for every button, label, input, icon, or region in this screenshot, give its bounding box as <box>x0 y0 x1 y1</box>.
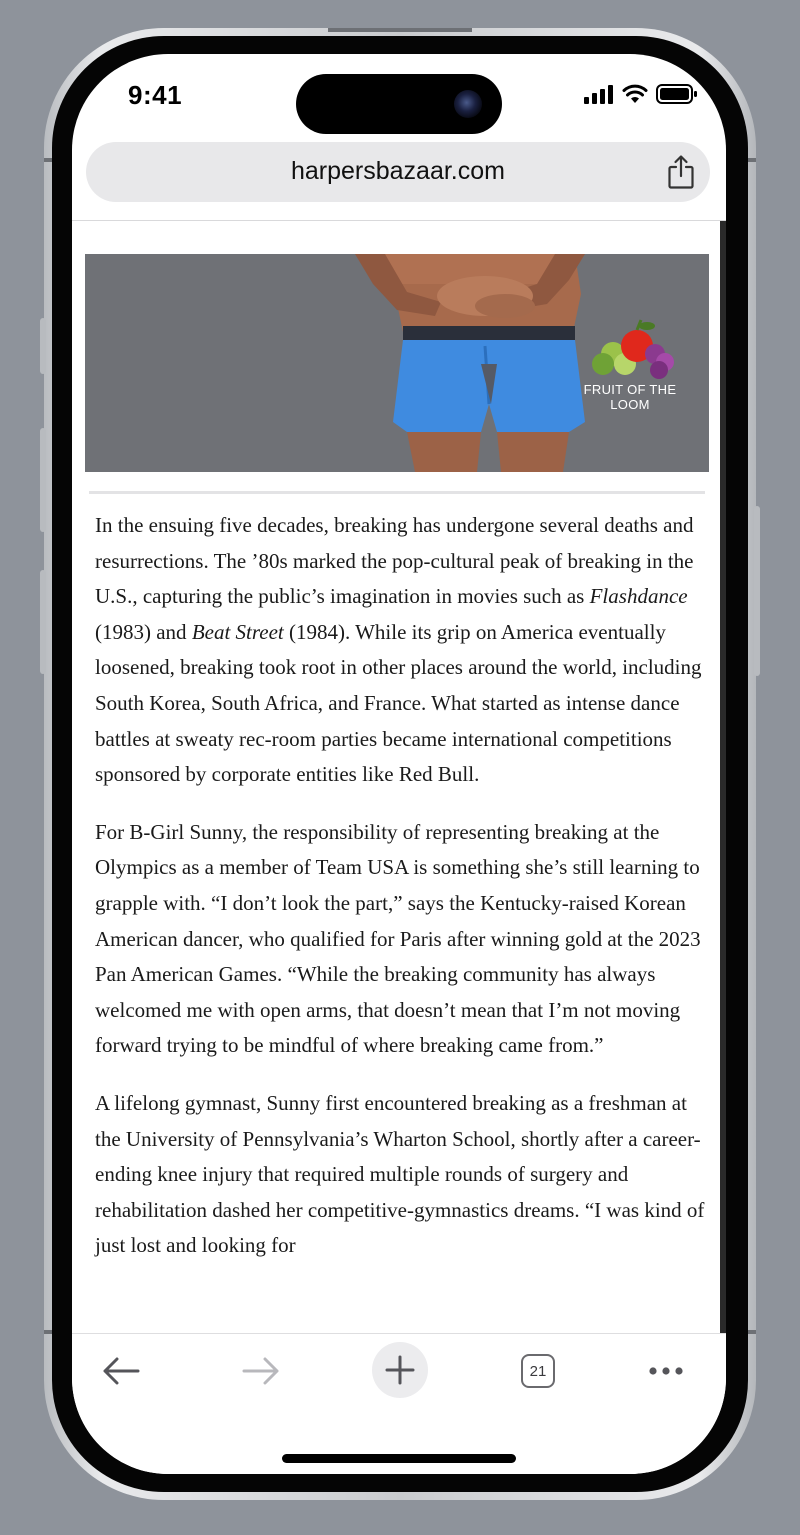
url-divider <box>72 220 726 221</box>
antenna-band <box>44 158 52 162</box>
article-body <box>95 508 707 1286</box>
ad-model-image <box>85 254 709 472</box>
back-arrow-icon <box>102 1357 140 1385</box>
new-tab-button[interactable] <box>372 1342 428 1398</box>
content-divider <box>89 491 705 494</box>
power-button <box>754 506 760 676</box>
status-time: 9:41 <box>128 80 183 110</box>
status-icons <box>584 84 698 104</box>
ad-brand-text: FRUIT OF THE LOOM <box>583 382 677 412</box>
plus-icon <box>385 1355 415 1385</box>
fruit-of-the-loom-logo <box>592 320 674 379</box>
share-icon[interactable] <box>666 154 696 190</box>
wifi-icon <box>622 84 648 104</box>
tab-count: 21 <box>521 1354 555 1388</box>
scroll-edge <box>720 221 726 1333</box>
forward-arrow-icon <box>242 1357 280 1385</box>
antenna-band <box>748 1330 756 1334</box>
signal-icon <box>584 84 614 104</box>
article-paragraph: A lifelong gymnast, Sunny first encountered breaking as a freshman at the University of Pennsylvania’s Wharton School, shortly after a career-ending knee injury that required multiple rounds of surgery and rehabilitation dashed her competitive-gymnastics dreams. “I was kind of just lost and looking for <box>95 1090 705 1258</box>
more-icon <box>648 1366 684 1376</box>
volume-down-button <box>40 570 46 674</box>
phone-screen <box>72 54 726 1474</box>
ad-banner[interactable] <box>85 254 709 472</box>
home-indicator[interactable] <box>282 1454 516 1463</box>
article-paragraph: In the ensuing five decades, breaking has undergone several deaths and resurrections. The ’80s marked the pop-cultural peak of breaking in the U.S., capturing the public’s imagination in movies such as Flashdance (1983) and Beat Street (1984). While its grip on America eventually loosened, breaking took root in other places around the world, including South Korea, South Africa, and France. What started as intense dance battles at sweaty rec-room parties became international competitions sponsored by corporate entities like Red Bull. <box>95 513 702 787</box>
film-title: Beat Street <box>191 619 284 644</box>
browser-toolbar <box>72 1333 726 1474</box>
more-menu-button[interactable] <box>644 1348 688 1394</box>
antenna-band <box>44 1330 52 1334</box>
antenna-band <box>748 158 756 162</box>
battery-icon <box>656 84 698 104</box>
camera-icon <box>454 90 482 118</box>
antenna-band <box>328 28 472 32</box>
forward-button[interactable] <box>236 1348 286 1394</box>
action-button <box>40 318 46 374</box>
url-text[interactable]: harpersbazaar.com <box>290 157 505 185</box>
tabs-button[interactable] <box>518 1348 558 1394</box>
address-bar[interactable] <box>86 142 710 202</box>
film-title: Flashdance <box>589 584 688 609</box>
dynamic-island <box>296 74 502 134</box>
volume-up-button <box>40 428 46 532</box>
back-button[interactable] <box>96 1348 146 1394</box>
article-paragraph: For B-Girl Sunny, the responsibility of representing breaking at the Olympics as a member of Team USA is something she’s still learning to grapple with. “I don’t look the part,” says the Kentucky-raised Korean American dancer, who qualified for Paris after winning gold at the 2023 Pan American Games. “While the breaking community has always welcomed me with open arms, that doesn’t mean that I’m not moving forward trying to be mindful of where breaking came from.” <box>95 819 701 1058</box>
